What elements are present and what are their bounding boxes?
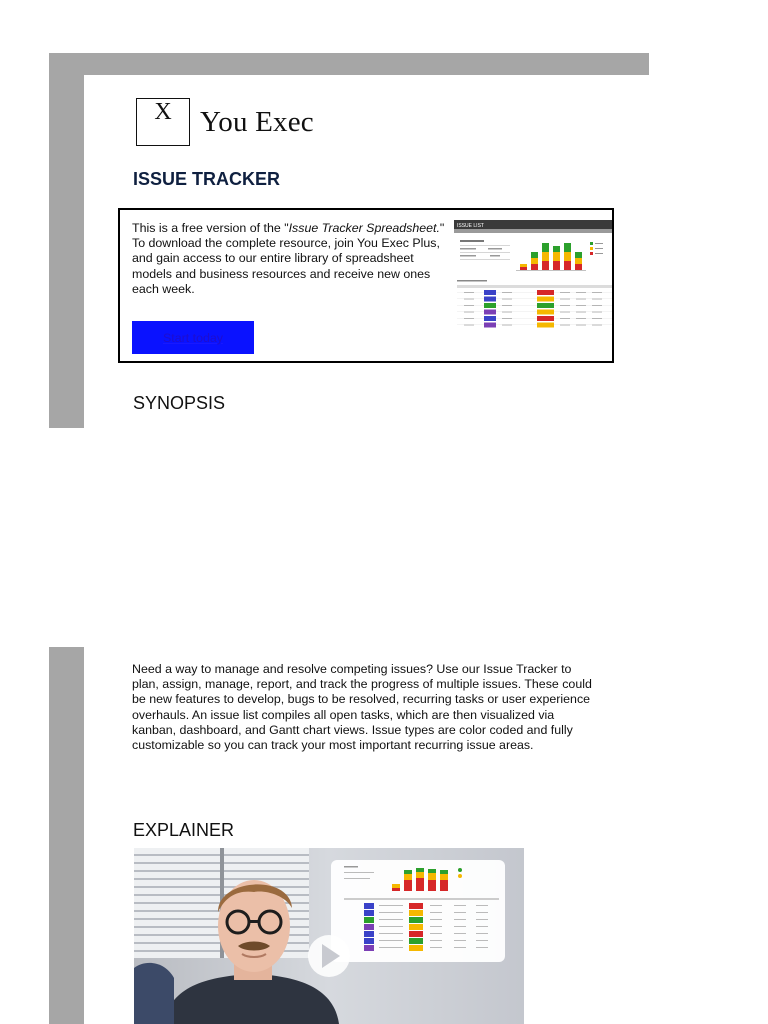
thumb-type-cell (484, 316, 496, 321)
promo-text-after: " To download the complete resource, join You Exec Plus, and gain access to our entire library of spreadsheet models and business resources and receive new ones each week. (132, 221, 445, 296)
thumb-chart-axis (516, 270, 586, 271)
thumb-bar-4-1 (564, 252, 571, 261)
thumb-text-cell (576, 312, 586, 313)
page-title: ISSUE TRACKER (133, 169, 281, 189)
thumb-bar-3-2 (553, 246, 560, 252)
synopsis-heading: SYNOPSIS (133, 393, 226, 413)
thumb-bar-2-2 (542, 243, 549, 252)
frame-bar-top (49, 53, 649, 75)
thumb-bar-3-0 (553, 261, 560, 270)
thumb-text-cell (560, 325, 570, 326)
start-today-button[interactable] (132, 321, 254, 354)
thumb-bar-5-1 (575, 258, 582, 264)
thumb-bar-2-0 (542, 261, 549, 270)
thumb-text-cell (576, 318, 586, 319)
thumb-text-cell (502, 305, 512, 306)
video-frame (134, 848, 524, 1024)
thumb-type-cell (484, 310, 496, 315)
thumb-text-cell (502, 299, 512, 300)
thumb-bar-4-2 (564, 243, 571, 252)
brand-logo[interactable] (136, 98, 314, 146)
thumb-text-cell (464, 325, 474, 326)
thumb-text-cell (576, 292, 586, 293)
thumb-text-cell (576, 305, 586, 306)
thumb-text-cell (502, 312, 512, 313)
thumb-type-cell (484, 290, 496, 295)
thumb-subheader-bar (454, 229, 614, 233)
thumb-bar-5-2 (575, 252, 582, 258)
thumb-filter-block (460, 240, 510, 260)
thumb-text-cell (464, 305, 474, 306)
thumb-status-cell (537, 316, 554, 321)
thumb-text-cell (560, 318, 570, 319)
thumb-text-cell (560, 299, 570, 300)
frame-bar-left-upper (49, 53, 84, 428)
explainer-video[interactable] (134, 848, 524, 1024)
thumb-table-title (457, 280, 487, 282)
thumb-text-cell (464, 299, 474, 300)
thumb-text-cell (502, 325, 512, 326)
synopsis-body: Need a way to manage and resolve competing issues? Use our Issue Tracker to plan, assign, manage, report, and track the progress of multiple issues. These could be new features to develop, bugs to be resolved, recurring tasks or user experience overhauls. An issue list compiles all open tasks, which are then visualized via kanban, dashboard, and Gantt chart views. Issue types are color coded and fully customizable so you can track your most important recurring issue areas. (132, 662, 592, 753)
thumb-status-cell (537, 303, 554, 308)
frame-bar-left-lower (49, 647, 84, 1024)
thumb-bar-2-1 (542, 252, 549, 261)
thumb-bar-4-0 (564, 261, 571, 270)
thumb-status-cell (537, 290, 554, 295)
thumb-text-cell (592, 299, 602, 300)
thumb-text-cell (464, 312, 474, 313)
spreadsheet-thumbnail (454, 220, 614, 332)
thumb-bar-1-1 (531, 258, 538, 264)
thumb-text-cell (592, 318, 602, 319)
thumb-text-cell (502, 292, 512, 293)
thumb-text-cell (592, 312, 602, 313)
promo-text-before: This is a free version of the " (132, 221, 289, 235)
thumb-text-cell (576, 325, 586, 326)
logo-mark: X (136, 98, 190, 146)
brand-name: You Exec (200, 105, 314, 138)
thumb-bar-1-0 (531, 264, 538, 270)
thumb-type-cell (484, 323, 496, 328)
promo-box (118, 208, 614, 363)
thumb-bar-chart (516, 243, 586, 271)
thumb-bar-0-1 (520, 264, 527, 267)
thumb-bar-5-0 (575, 264, 582, 270)
thumb-status-cell (537, 297, 554, 302)
start-today-label: Start today (163, 330, 223, 345)
thumb-text-cell (592, 292, 602, 293)
thumb-text-cell (560, 292, 570, 293)
thumb-table-header (457, 285, 614, 288)
video-spreadsheet-card (331, 860, 505, 962)
thumb-bar-0-0 (520, 267, 527, 270)
thumb-text-cell (592, 305, 602, 306)
thumb-text-cell (464, 318, 474, 319)
thumb-text-cell (576, 299, 586, 300)
promo-text (132, 221, 448, 297)
thumb-sheet-title: ISSUE LIST (457, 223, 484, 229)
thumb-text-cell (560, 305, 570, 306)
thumb-text-cell (464, 292, 474, 293)
thumb-bar-1-2 (531, 252, 538, 258)
explainer-heading: EXPLAINER (133, 820, 235, 840)
thumb-status-cell (537, 310, 554, 315)
thumb-bar-3-1 (553, 252, 560, 261)
thumb-text-cell (560, 312, 570, 313)
thumb-type-cell (484, 303, 496, 308)
thumb-type-cell (484, 297, 496, 302)
spreadsheet-thumbnail-graphic (454, 220, 614, 332)
thumb-text-cell (592, 325, 602, 326)
thumb-status-cell (537, 323, 554, 328)
play-icon[interactable] (308, 935, 350, 977)
thumb-issue-table (457, 280, 614, 328)
promo-text-product: Issue Tracker Spreadsheet. (288, 221, 440, 235)
thumb-text-cell (502, 318, 512, 319)
thumb-legend (590, 242, 603, 255)
